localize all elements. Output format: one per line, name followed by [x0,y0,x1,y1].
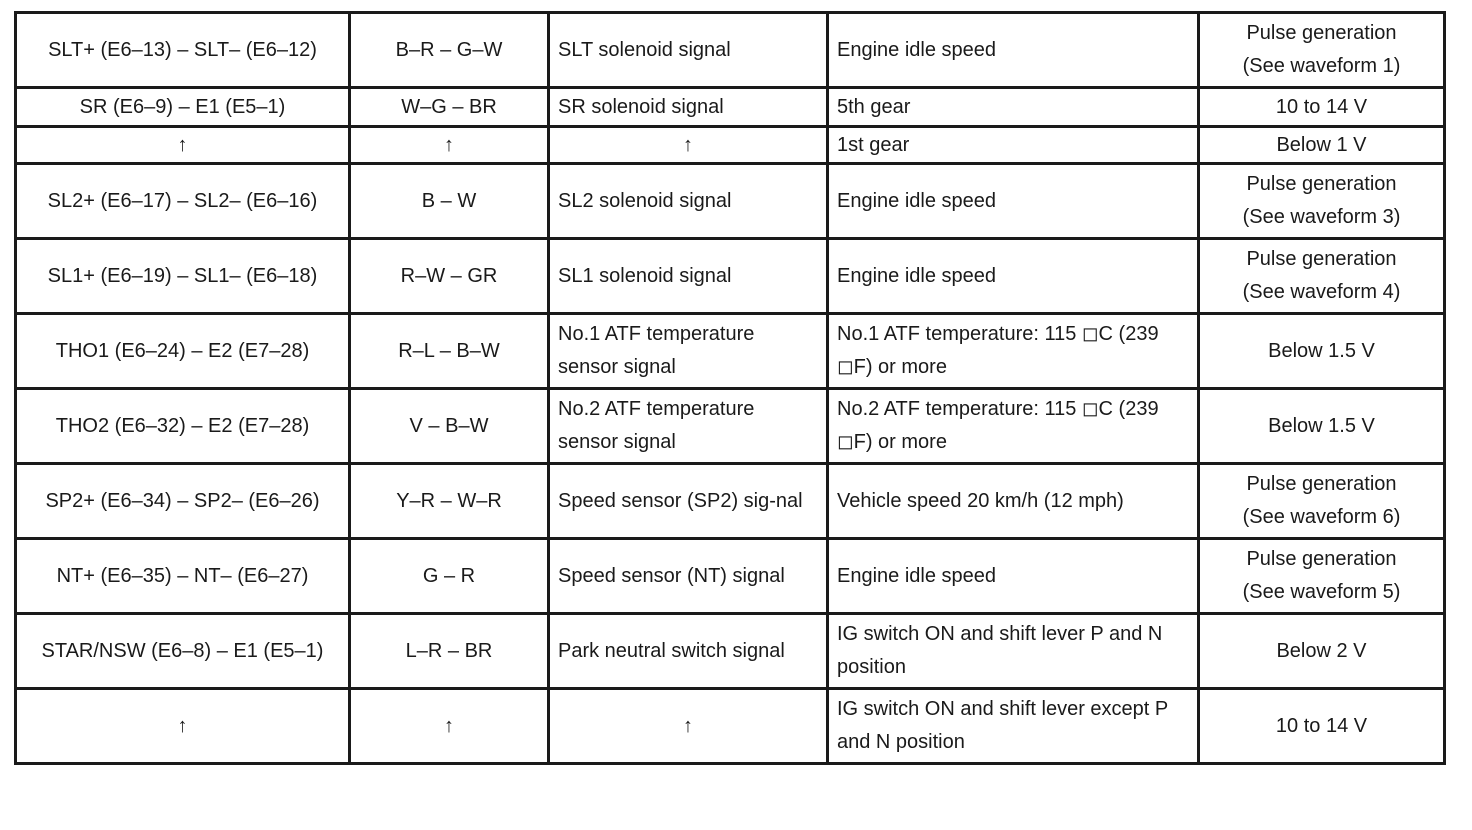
spec-line: Pulse generation [1246,473,1397,495]
terminal-cell: SR (E6–9) – E1 (E5–1) [16,88,350,127]
terminal-cell: ↑ [16,127,350,164]
description-cell: ↑ [549,127,828,164]
description-cell: SL1 solenoid signal [549,239,828,314]
description-cell: Speed sensor (SP2) sig-nal [549,464,828,539]
table-row [16,539,1445,614]
wiring-color-cell: B – W [350,164,549,239]
wiring-color-cell: L–R – BR [350,614,549,689]
spec-line: (See waveform 4) [1242,281,1401,303]
specified-condition-cell: Below 1.5 V [1199,389,1445,464]
condition-cell: 5th gear [828,88,1199,127]
spec-line: Pulse generation [1246,548,1397,570]
specified-condition-cell [1199,539,1445,614]
wiring-color-cell: ↑ [350,127,549,164]
specified-condition-cell [1199,164,1445,239]
description-cell: ↑ [549,689,828,764]
terminal-cell: NT+ (E6–35) – NT– (E6–27) [16,539,350,614]
table-row [16,389,1445,464]
description-cell: SLT solenoid signal [549,13,828,88]
spec-line: (See waveform 3) [1242,206,1401,228]
description-cell: Speed sensor (NT) signal [549,539,828,614]
table-row [16,464,1445,539]
table-row [16,88,1445,127]
wiring-color-cell: Y–R – W–R [350,464,549,539]
condition-cell: Engine idle speed [828,164,1199,239]
spec-line: Pulse generation [1246,248,1397,270]
wiring-color-cell: R–L – B–W [350,314,549,389]
specified-condition-cell: Below 1 V [1199,127,1445,164]
terminal-cell: SLT+ (E6–13) – SLT– (E6–12) [16,13,350,88]
description-cell: Park neutral switch signal [549,614,828,689]
condition-cell: IG switch ON and shift lever except P and N position [828,689,1199,764]
table-row [16,127,1445,164]
spec-line: Pulse generation [1246,173,1397,195]
specified-condition-cell [1199,239,1445,314]
terminal-spec-table [14,11,1446,765]
terminal-cell: SL2+ (E6–17) – SL2– (E6–16) [16,164,350,239]
spec-line: (See waveform 1) [1242,55,1401,77]
spec-line: (See waveform 5) [1242,581,1401,603]
specified-condition-cell [1199,13,1445,88]
table-row [16,164,1445,239]
spec-line: (See waveform 6) [1242,506,1401,528]
specified-condition-cell: Below 1.5 V [1199,314,1445,389]
condition-cell: No.2 ATF temperature: 115 ◻C (239 ◻F) or more [828,389,1199,464]
description-cell: No.2 ATF temperature sensor signal [549,389,828,464]
table-row [16,689,1445,764]
specified-condition-cell: Below 2 V [1199,614,1445,689]
specified-condition-cell [1199,464,1445,539]
description-cell: No.1 ATF temperature sensor signal [549,314,828,389]
condition-cell: Vehicle speed 20 km/h (12 mph) [828,464,1199,539]
description-cell: SR solenoid signal [549,88,828,127]
terminal-cell: STAR/NSW (E6–8) – E1 (E5–1) [16,614,350,689]
spec-line: Pulse generation [1246,22,1397,44]
condition-cell: Engine idle speed [828,539,1199,614]
condition-cell: IG switch ON and shift lever P and N position [828,614,1199,689]
wiring-color-cell: V – B–W [350,389,549,464]
condition-cell: Engine idle speed [828,239,1199,314]
wiring-color-cell: G – R [350,539,549,614]
specified-condition-cell: 10 to 14 V [1199,689,1445,764]
specified-condition-cell: 10 to 14 V [1199,88,1445,127]
terminal-cell: SL1+ (E6–19) – SL1– (E6–18) [16,239,350,314]
terminal-cell: THO1 (E6–24) – E2 (E7–28) [16,314,350,389]
wiring-color-cell: R–W – GR [350,239,549,314]
terminal-cell: SP2+ (E6–34) – SP2– (E6–26) [16,464,350,539]
table-row [16,13,1445,88]
table-row [16,614,1445,689]
wiring-color-cell: W–G – BR [350,88,549,127]
condition-cell: 1st gear [828,127,1199,164]
description-cell: SL2 solenoid signal [549,164,828,239]
condition-cell: No.1 ATF temperature: 115 ◻C (239 ◻F) or more [828,314,1199,389]
wiring-color-cell: ↑ [350,689,549,764]
table-row [16,239,1445,314]
wiring-color-cell: B–R – G–W [350,13,549,88]
terminal-cell: ↑ [16,689,350,764]
condition-cell: Engine idle speed [828,13,1199,88]
terminal-cell: THO2 (E6–32) – E2 (E7–28) [16,389,350,464]
table-row [16,314,1445,389]
